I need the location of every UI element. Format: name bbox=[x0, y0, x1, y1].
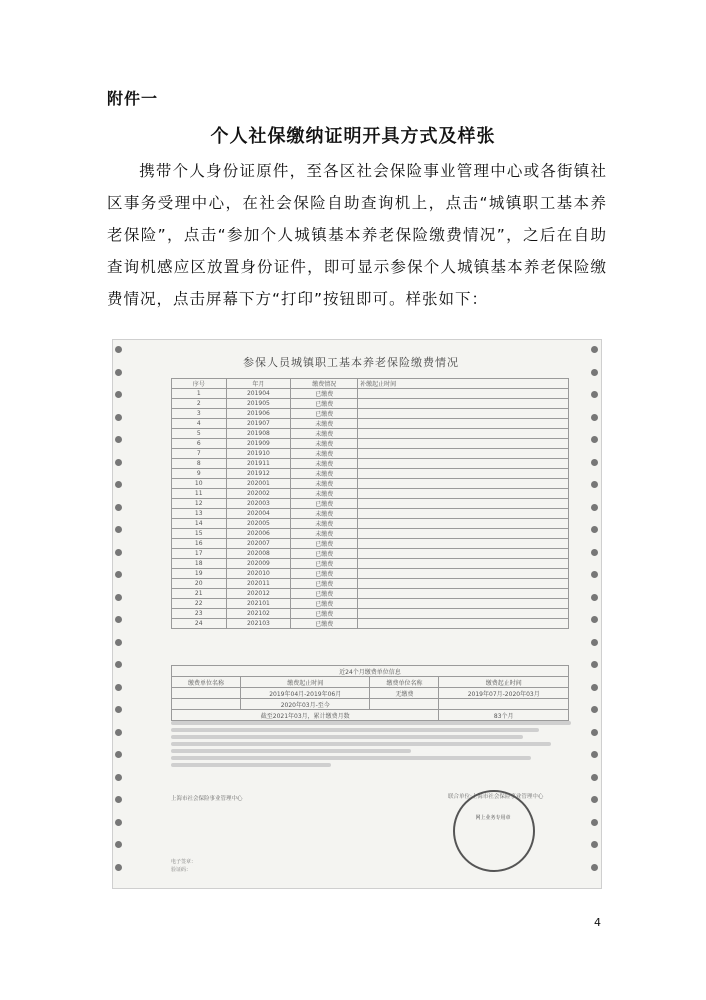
perforation-hole bbox=[115, 706, 122, 713]
perforation-holes-left bbox=[115, 346, 123, 881]
perforation-hole bbox=[115, 639, 122, 646]
perforation-hole bbox=[115, 841, 122, 848]
summary-cell bbox=[172, 699, 241, 710]
perforation-hole bbox=[115, 661, 122, 668]
summary-cell: 无缴费 bbox=[370, 688, 439, 699]
perforation-hole bbox=[591, 684, 598, 691]
summary-cell bbox=[172, 688, 241, 699]
table-cell bbox=[358, 569, 569, 579]
page-number: 4 bbox=[594, 916, 601, 929]
table-row bbox=[172, 569, 569, 579]
table-cell: 202006 bbox=[226, 529, 291, 539]
table-cell bbox=[358, 589, 569, 599]
table-cell: 24 bbox=[172, 619, 227, 629]
table-cell: 已缴费 bbox=[291, 609, 358, 619]
perforation-hole bbox=[591, 481, 598, 488]
perforation-hole bbox=[591, 549, 598, 556]
table-cell: 15 bbox=[172, 529, 227, 539]
table-cell: 22 bbox=[172, 599, 227, 609]
table-cell: 20 bbox=[172, 579, 227, 589]
table-cell: 未缴费 bbox=[291, 449, 358, 459]
table-cell: 23 bbox=[172, 609, 227, 619]
perforation-hole bbox=[591, 391, 598, 398]
summary-header-cell: 缴费起止时间 bbox=[439, 677, 569, 688]
perforation-hole bbox=[591, 864, 598, 871]
table-cell bbox=[358, 409, 569, 419]
table-cell: 3 bbox=[172, 409, 227, 419]
table-cell: 202008 bbox=[226, 549, 291, 559]
paragraph-text: 携带个人身份证原件，至各区社会保险事业管理中心或各街镇社区事务受理中心，在社会保险自助查询机上，点击“城镇职工基本养老保险”，点击“参加个人城镇基本养老保险缴费情况”，之后在自助查询机感应区放置身份证件，即可显示参保个人城镇基本养老保险缴费情况，点击屏幕下方“打印”按钮即可。样张如下： bbox=[107, 162, 607, 308]
table-row bbox=[172, 619, 569, 629]
table-cell: 202011 bbox=[226, 579, 291, 589]
table-row bbox=[172, 489, 569, 499]
table-cell bbox=[358, 529, 569, 539]
table-row bbox=[172, 499, 569, 509]
perforation-hole bbox=[591, 819, 598, 826]
table-row bbox=[172, 409, 569, 419]
table-cell bbox=[358, 609, 569, 619]
table-cell bbox=[358, 429, 569, 439]
perforation-hole bbox=[591, 841, 598, 848]
table-cell: 已缴费 bbox=[291, 499, 358, 509]
perforation-hole bbox=[591, 346, 598, 353]
perforation-hole bbox=[115, 549, 122, 556]
perforation-hole bbox=[115, 391, 122, 398]
table-row bbox=[172, 589, 569, 599]
table-row bbox=[172, 479, 569, 489]
table-row bbox=[172, 599, 569, 609]
summary-total-value: 83个月 bbox=[439, 710, 569, 721]
summary-header-cell: 缴费起止时间 bbox=[240, 677, 370, 688]
notes-block bbox=[171, 718, 571, 770]
summary-table bbox=[171, 665, 569, 721]
table-cell: 16 bbox=[172, 539, 227, 549]
table-cell bbox=[358, 459, 569, 469]
table-header-row bbox=[172, 379, 569, 389]
table-row bbox=[172, 439, 569, 449]
table-cell: 未缴费 bbox=[291, 429, 358, 439]
table-cell bbox=[358, 519, 569, 529]
table-cell: 202004 bbox=[226, 509, 291, 519]
table-cell: 已缴费 bbox=[291, 389, 358, 399]
table-cell bbox=[358, 579, 569, 589]
perforation-hole bbox=[591, 459, 598, 466]
header-cell: 年月 bbox=[226, 379, 291, 389]
table-cell: 202005 bbox=[226, 519, 291, 529]
table-cell: 14 bbox=[172, 519, 227, 529]
perforation-hole bbox=[591, 436, 598, 443]
table-cell bbox=[358, 469, 569, 479]
issuer-name: 上海市社会保险事业管理中心 bbox=[171, 796, 243, 802]
table-cell: 未缴费 bbox=[291, 509, 358, 519]
perforation-hole bbox=[115, 504, 122, 511]
table-cell: 19 bbox=[172, 569, 227, 579]
table-row bbox=[172, 419, 569, 429]
summary-header-cell: 缴费单位名称 bbox=[172, 677, 241, 688]
perforation-hole bbox=[591, 414, 598, 421]
table-row bbox=[172, 399, 569, 409]
table-cell: 7 bbox=[172, 449, 227, 459]
header-cell: 缴费情况 bbox=[291, 379, 358, 389]
footer-label: 验证码： bbox=[171, 867, 192, 873]
footer-lines bbox=[171, 858, 571, 874]
perforation-hole bbox=[591, 594, 598, 601]
perforation-hole bbox=[115, 751, 122, 758]
table-cell bbox=[358, 489, 569, 499]
perforation-hole bbox=[115, 616, 122, 623]
table-cell: 201905 bbox=[226, 399, 291, 409]
table-cell bbox=[358, 439, 569, 449]
table-row bbox=[172, 469, 569, 479]
table-cell: 未缴费 bbox=[291, 479, 358, 489]
table-row bbox=[172, 579, 569, 589]
perforation-hole bbox=[115, 796, 122, 803]
perforation-hole bbox=[591, 729, 598, 736]
table-cell bbox=[358, 479, 569, 489]
table-cell: 未缴费 bbox=[291, 419, 358, 429]
summary-caption: 近24个月缴费单位信息 bbox=[172, 666, 569, 677]
perforation-hole bbox=[591, 616, 598, 623]
table-cell: 已缴费 bbox=[291, 619, 358, 629]
table-cell: 202003 bbox=[226, 499, 291, 509]
table-row bbox=[172, 529, 569, 539]
table-cell: 已缴费 bbox=[291, 409, 358, 419]
table-cell: 202002 bbox=[226, 489, 291, 499]
perforation-holes-right bbox=[591, 346, 599, 881]
table-cell: 8 bbox=[172, 459, 227, 469]
table-cell: 201911 bbox=[226, 459, 291, 469]
perforation-hole bbox=[591, 369, 598, 376]
table-cell bbox=[358, 399, 569, 409]
summary-cell bbox=[439, 699, 569, 710]
perforation-hole bbox=[115, 436, 122, 443]
perforation-hole bbox=[115, 414, 122, 421]
table-row bbox=[172, 609, 569, 619]
payment-table bbox=[171, 378, 569, 629]
perforation-hole bbox=[115, 459, 122, 466]
summary-cell bbox=[370, 699, 439, 710]
table-cell: 202010 bbox=[226, 569, 291, 579]
table-cell: 202101 bbox=[226, 599, 291, 609]
table-cell bbox=[358, 539, 569, 549]
perforation-hole bbox=[591, 639, 598, 646]
table-cell: 18 bbox=[172, 559, 227, 569]
table-cell: 2 bbox=[172, 399, 227, 409]
table-cell: 未缴费 bbox=[291, 529, 358, 539]
table-cell: 未缴费 bbox=[291, 459, 358, 469]
perforation-hole bbox=[591, 661, 598, 668]
footer-label: 电子签章： bbox=[171, 859, 197, 865]
perforation-hole bbox=[115, 481, 122, 488]
table-cell: 201904 bbox=[226, 389, 291, 399]
table-cell: 11 bbox=[172, 489, 227, 499]
table-cell bbox=[358, 549, 569, 559]
table-cell: 201909 bbox=[226, 439, 291, 449]
seal-text: 网上业务专用章 bbox=[475, 815, 511, 821]
perforation-hole bbox=[591, 504, 598, 511]
table-cell: 202007 bbox=[226, 539, 291, 549]
perforation-hole bbox=[115, 346, 122, 353]
table-cell: 202102 bbox=[226, 609, 291, 619]
summary-cell: 2019年04月-2019年06月 bbox=[240, 688, 370, 699]
perforation-hole bbox=[115, 594, 122, 601]
perforation-hole bbox=[591, 706, 598, 713]
table-cell bbox=[358, 599, 569, 609]
table-row bbox=[172, 539, 569, 549]
table-cell: 17 bbox=[172, 549, 227, 559]
summary-total-label: 截至2021年03月，累计缴费月数 bbox=[172, 710, 439, 721]
body-paragraph bbox=[107, 155, 607, 315]
perforation-hole bbox=[591, 774, 598, 781]
table-cell: 未缴费 bbox=[291, 519, 358, 529]
attachment-label: 附件一 bbox=[107, 89, 159, 108]
summary-cell: 2019年07月-2020年03月 bbox=[439, 688, 569, 699]
table-cell: 201907 bbox=[226, 419, 291, 429]
table-row bbox=[172, 459, 569, 469]
table-cell: 202012 bbox=[226, 589, 291, 599]
table-cell: 21 bbox=[172, 589, 227, 599]
table-cell bbox=[358, 559, 569, 569]
table-row bbox=[172, 509, 569, 519]
table-cell bbox=[358, 509, 569, 519]
table-row bbox=[172, 429, 569, 439]
table-cell: 已缴费 bbox=[291, 549, 358, 559]
table-cell: 已缴费 bbox=[291, 569, 358, 579]
table-cell: 12 bbox=[172, 499, 227, 509]
table-row bbox=[172, 549, 569, 559]
table-cell bbox=[358, 499, 569, 509]
table-cell: 已缴费 bbox=[291, 579, 358, 589]
perforation-hole bbox=[115, 819, 122, 826]
table-cell: 4 bbox=[172, 419, 227, 429]
table-cell: 已缴费 bbox=[291, 599, 358, 609]
document-title: 个人社保缴纳证明开具方式及样张 bbox=[210, 126, 496, 147]
table-cell bbox=[358, 619, 569, 629]
table-row bbox=[172, 559, 569, 569]
certificate-title: 参保人员城镇职工基本养老保险缴费情况 bbox=[243, 356, 459, 369]
header-cell: 序号 bbox=[172, 379, 227, 389]
perforation-hole bbox=[115, 774, 122, 781]
perforation-hole bbox=[591, 526, 598, 533]
table-cell: 202103 bbox=[226, 619, 291, 629]
table-cell: 201912 bbox=[226, 469, 291, 479]
table-cell: 201910 bbox=[226, 449, 291, 459]
table-cell: 已缴费 bbox=[291, 539, 358, 549]
table-cell: 201908 bbox=[226, 429, 291, 439]
perforation-hole bbox=[115, 369, 122, 376]
issuer-right: 联合单位:上海市社会保险事业管理中心 bbox=[448, 794, 544, 800]
table-cell: 9 bbox=[172, 469, 227, 479]
summary-cell: 2020年03月-至今 bbox=[240, 699, 370, 710]
table-cell: 202009 bbox=[226, 559, 291, 569]
table-cell: 已缴费 bbox=[291, 589, 358, 599]
table-cell bbox=[358, 419, 569, 429]
table-row bbox=[172, 449, 569, 459]
table-cell: 未缴费 bbox=[291, 489, 358, 499]
perforation-hole bbox=[115, 729, 122, 736]
table-cell: 202001 bbox=[226, 479, 291, 489]
table-cell bbox=[358, 449, 569, 459]
perforation-hole bbox=[115, 526, 122, 533]
table-cell: 已缴费 bbox=[291, 399, 358, 409]
perforation-hole bbox=[591, 751, 598, 758]
table-row bbox=[172, 519, 569, 529]
table-row bbox=[172, 389, 569, 399]
table-cell: 13 bbox=[172, 509, 227, 519]
table-cell: 已缴费 bbox=[291, 559, 358, 569]
table-cell: 1 bbox=[172, 389, 227, 399]
table-cell: 未缴费 bbox=[291, 439, 358, 449]
perforation-hole bbox=[591, 796, 598, 803]
table-cell: 6 bbox=[172, 439, 227, 449]
header-cell: 补缴起止时间 bbox=[358, 379, 569, 389]
sample-certificate-scan bbox=[112, 339, 602, 889]
table-cell bbox=[358, 389, 569, 399]
perforation-hole bbox=[115, 571, 122, 578]
perforation-hole bbox=[115, 684, 122, 691]
perforation-hole bbox=[591, 571, 598, 578]
table-cell: 201906 bbox=[226, 409, 291, 419]
table-cell: 10 bbox=[172, 479, 227, 489]
summary-header-cell: 缴费单位名称 bbox=[370, 677, 439, 688]
table-cell: 未缴费 bbox=[291, 469, 358, 479]
perforation-hole bbox=[115, 864, 122, 871]
table-cell: 5 bbox=[172, 429, 227, 439]
